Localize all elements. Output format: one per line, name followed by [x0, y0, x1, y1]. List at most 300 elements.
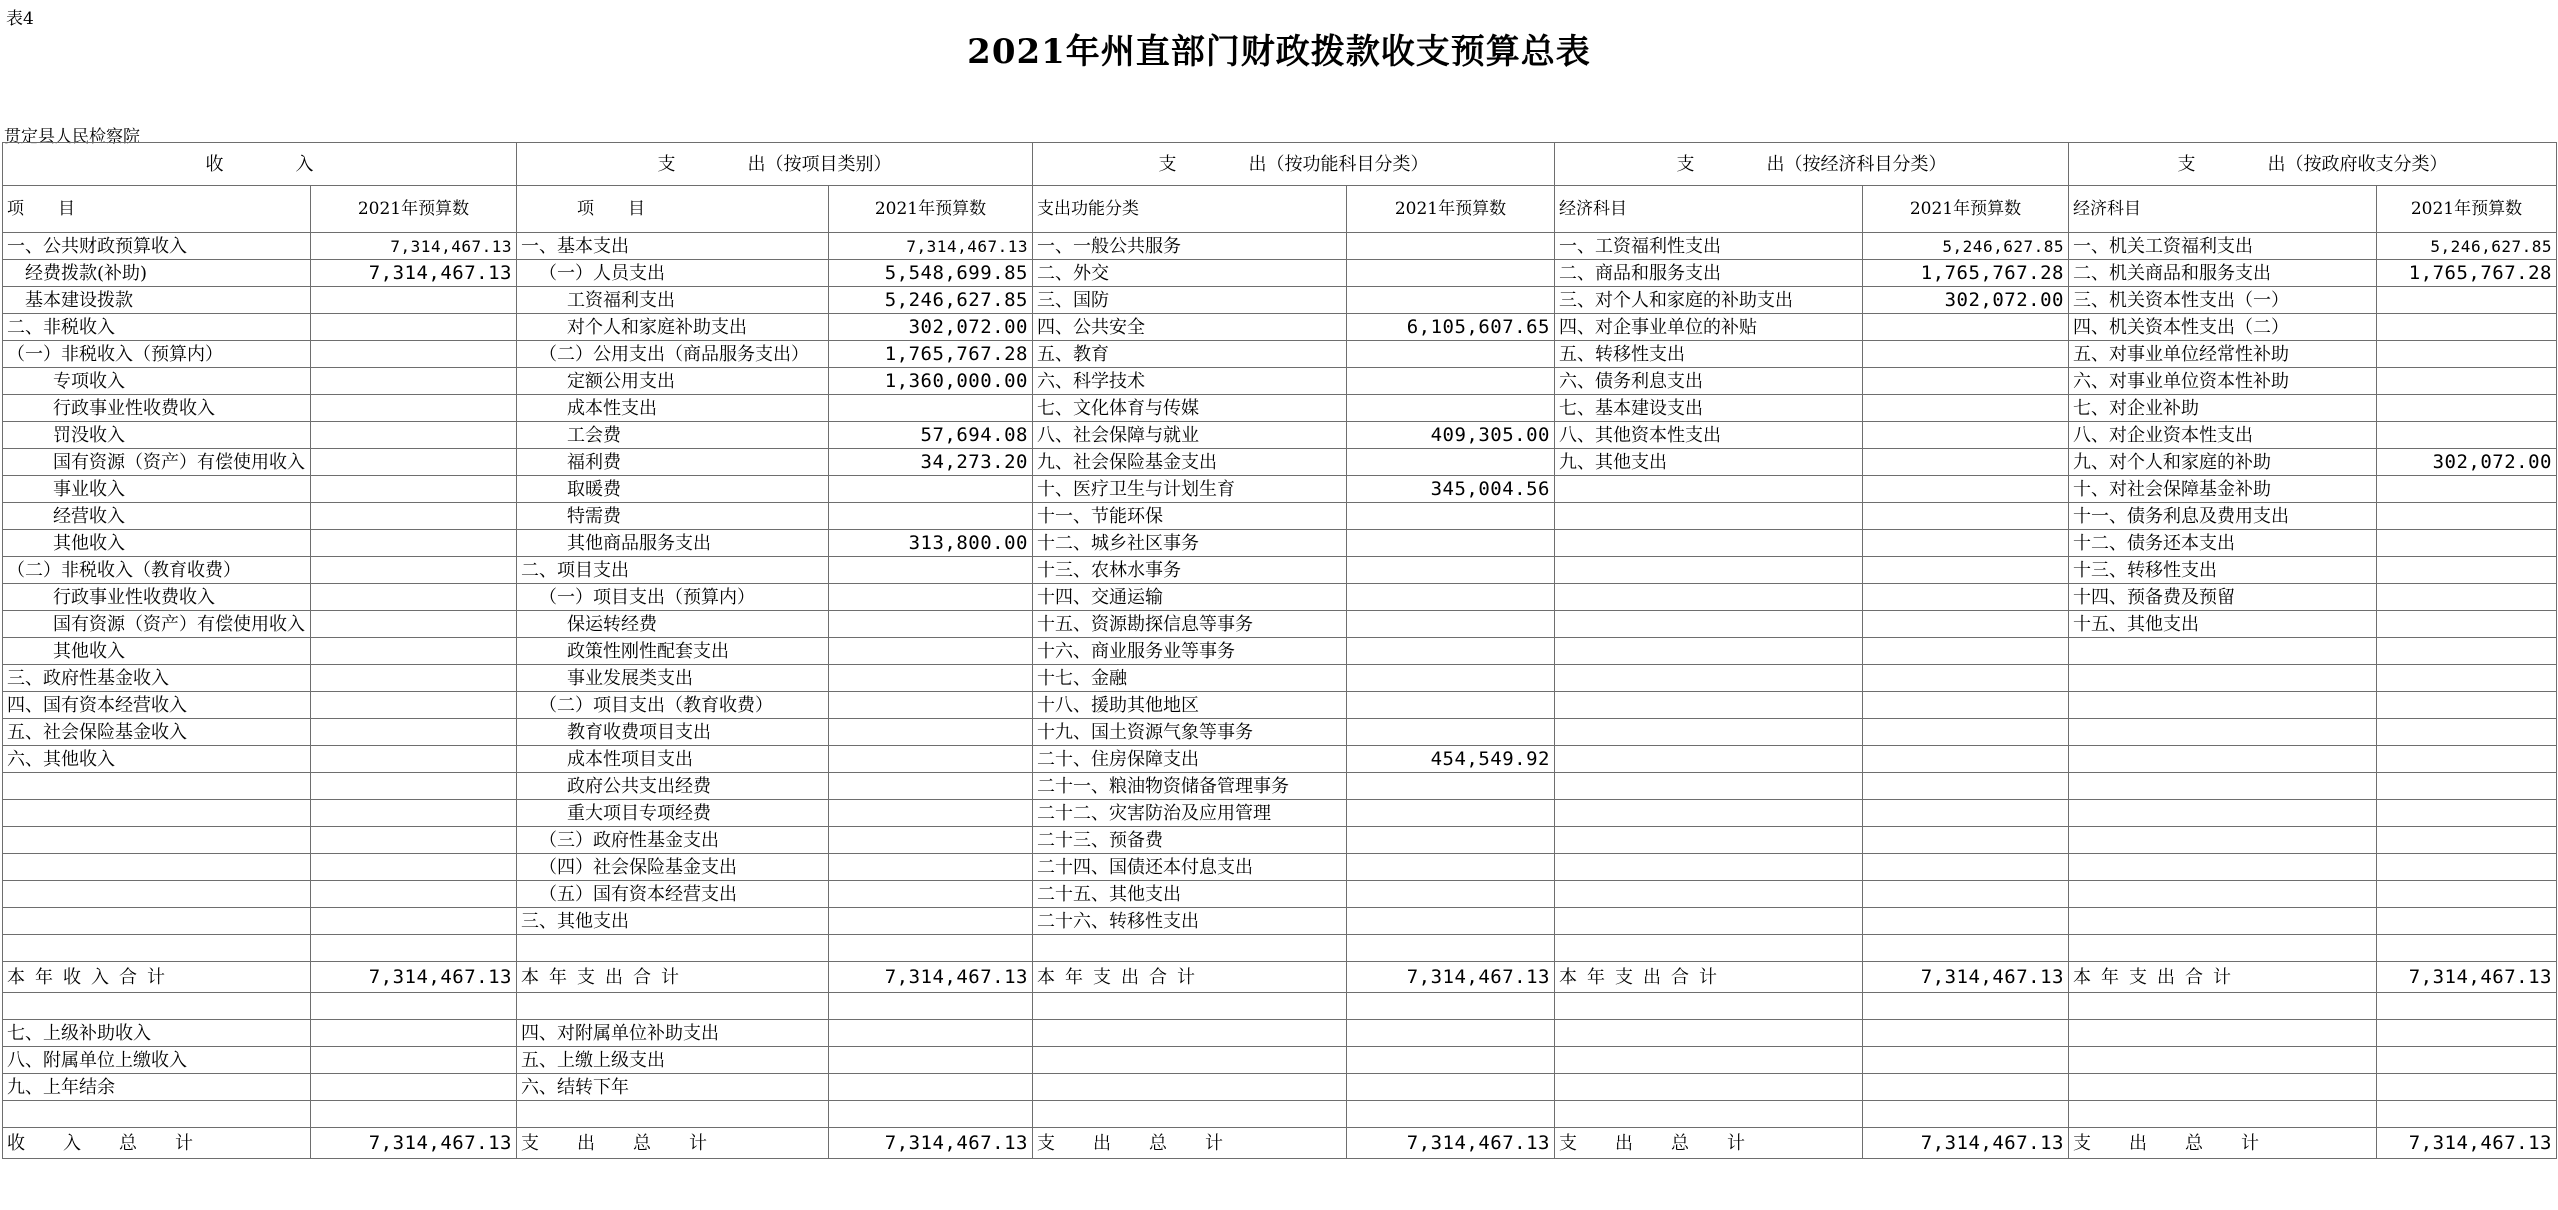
income-item: 一、公共财政预算收入	[3, 233, 311, 260]
blank-cell	[2069, 993, 2377, 1020]
government-value	[2377, 287, 2557, 314]
blank-cell	[517, 935, 829, 962]
table-row	[3, 611, 2557, 638]
project-value	[829, 638, 1033, 665]
function-item: 一、一般公共服务	[1033, 233, 1347, 260]
blank-cell	[1033, 1047, 1347, 1074]
economic-value: 302,072.00	[1863, 287, 2069, 314]
project-item: 工资福利支出	[517, 287, 829, 314]
income-item	[3, 854, 311, 881]
project-budget-header: 2021年预算数	[829, 186, 1033, 233]
table-row	[3, 692, 2557, 719]
project-value	[829, 665, 1033, 692]
function-value	[1347, 233, 1555, 260]
government-value	[2377, 368, 2557, 395]
economic-item	[1555, 854, 1863, 881]
project-item: 对个人和家庭补助支出	[517, 314, 829, 341]
income-item	[3, 908, 311, 935]
economic-total-label: 本年支出合计	[1555, 962, 1863, 993]
economic-value	[1863, 746, 2069, 773]
economic-value	[1863, 422, 2069, 449]
government-group-header: 支 出（按政府收支分类）	[2069, 143, 2557, 186]
income-value: 7,314,467.13	[311, 260, 517, 287]
year-total-row	[3, 962, 2557, 993]
table-row	[3, 260, 2557, 287]
government-item	[2069, 854, 2377, 881]
project-value	[829, 827, 1033, 854]
economic-value	[1863, 692, 2069, 719]
economic-value	[1863, 881, 2069, 908]
function-item: 五、教育	[1033, 341, 1347, 368]
table-row	[3, 476, 2557, 503]
government-item-header: 经济科目	[2069, 186, 2377, 233]
table-row	[3, 1047, 2557, 1074]
economic-item	[1555, 719, 1863, 746]
economic-value	[1863, 854, 2069, 881]
blank-cell	[1033, 935, 1347, 962]
function-item: 十三、农林水事务	[1033, 557, 1347, 584]
economic-item: 九、其他支出	[1555, 449, 1863, 476]
function-item: 二十二、灾害防治及应用管理	[1033, 800, 1347, 827]
function-item: 四、公共安全	[1033, 314, 1347, 341]
government-item	[2069, 827, 2377, 854]
economic-value	[1863, 827, 2069, 854]
income-item: 事业收入	[3, 476, 311, 503]
economic-value	[1863, 638, 2069, 665]
income-value	[311, 854, 517, 881]
project-value	[829, 773, 1033, 800]
project-value	[829, 881, 1033, 908]
project-item: 工会费	[517, 422, 829, 449]
blank-cell	[517, 1101, 829, 1128]
function-value	[1347, 530, 1555, 557]
function-total-value: 7,314,467.13	[1347, 962, 1555, 993]
table-row	[3, 314, 2557, 341]
project-item: 事业发展类支出	[517, 665, 829, 692]
economic-item	[1555, 611, 1863, 638]
table-row	[3, 530, 2557, 557]
blank-cell	[1555, 1101, 1863, 1128]
blank-cell	[2069, 1101, 2377, 1128]
economic-total-value: 7,314,467.13	[1863, 1128, 2069, 1159]
project-item: 特需费	[517, 503, 829, 530]
government-value	[2377, 584, 2557, 611]
function-item: 九、社会保险基金支出	[1033, 449, 1347, 476]
income-value	[311, 449, 517, 476]
government-value	[2377, 611, 2557, 638]
project-value	[829, 584, 1033, 611]
income-item	[3, 800, 311, 827]
economic-value	[1863, 476, 2069, 503]
function-value	[1347, 368, 1555, 395]
economic-value	[1863, 908, 2069, 935]
income-item: 行政事业性收费收入	[3, 395, 311, 422]
project-total-label: 本年支出合计	[517, 962, 829, 993]
project-item: 重大项目专项经费	[517, 800, 829, 827]
blank-cell	[1347, 1101, 1555, 1128]
economic-item	[1555, 503, 1863, 530]
function-value	[1347, 557, 1555, 584]
government-budget-header: 2021年预算数	[2377, 186, 2557, 233]
income-total-label: 收 入 总 计	[3, 1128, 311, 1159]
page-title: 2021年州直部门财政拨款收支预算总表	[967, 32, 1591, 72]
blank-cell	[1347, 1074, 1555, 1101]
project-value	[829, 395, 1033, 422]
government-item: 二、机关商品和服务支出	[2069, 260, 2377, 287]
function-item: 二十六、转移性支出	[1033, 908, 1347, 935]
blank-cell	[1555, 1020, 1863, 1047]
table-row	[3, 800, 2557, 827]
function-item: 十八、援助其他地区	[1033, 692, 1347, 719]
table-row	[3, 287, 2557, 314]
economic-item	[1555, 476, 1863, 503]
economic-value	[1863, 665, 2069, 692]
income-value	[311, 314, 517, 341]
project-value: 7,314,467.13	[829, 233, 1033, 260]
project-item: （四）社会保险基金支出	[517, 854, 829, 881]
project-value: 5,246,627.85	[829, 287, 1033, 314]
income-total-label: 本年收入合计	[3, 962, 311, 993]
function-item: 十四、交通运输	[1033, 584, 1347, 611]
project-item: 成本性支出	[517, 395, 829, 422]
project-item: 保运转经费	[517, 611, 829, 638]
government-item: 十四、预备费及预留	[2069, 584, 2377, 611]
economic-item-header: 经济科目	[1555, 186, 1863, 233]
project-item: 一、基本支出	[517, 233, 829, 260]
project-value: 1,765,767.28	[829, 341, 1033, 368]
economic-value	[1863, 584, 2069, 611]
project-item: 福利费	[517, 449, 829, 476]
income-item: 二、非税收入	[3, 314, 311, 341]
income-value: 7,314,467.13	[311, 233, 517, 260]
government-value	[2377, 827, 2557, 854]
income-value	[311, 503, 517, 530]
income-item: 专项收入	[3, 368, 311, 395]
income-value	[311, 800, 517, 827]
economic-value	[1863, 773, 2069, 800]
blank-cell	[1033, 1074, 1347, 1101]
income-item: 四、国有资本经营收入	[3, 692, 311, 719]
project-total-label: 支 出 总 计	[517, 1128, 829, 1159]
government-value	[2377, 854, 2557, 881]
income-value	[311, 638, 517, 665]
income-item: 行政事业性收费收入	[3, 584, 311, 611]
blank-cell	[311, 935, 517, 962]
blank-cell	[517, 993, 829, 1020]
economic-item: 六、债务利息支出	[1555, 368, 1863, 395]
economic-item: 二、商品和服务支出	[1555, 260, 1863, 287]
income-value	[311, 341, 517, 368]
government-value	[2377, 800, 2557, 827]
project-item: 取暖费	[517, 476, 829, 503]
function-value	[1347, 260, 1555, 287]
function-value	[1347, 611, 1555, 638]
table-row	[3, 719, 2557, 746]
government-item	[2069, 665, 2377, 692]
blank-cell	[2069, 1047, 2377, 1074]
function-value: 345,004.56	[1347, 476, 1555, 503]
economic-item	[1555, 800, 1863, 827]
project-item: 教育收费项目支出	[517, 719, 829, 746]
government-item: 三、机关资本性支出（一）	[2069, 287, 2377, 314]
government-item: 九、对个人和家庭的补助	[2069, 449, 2377, 476]
blank-cell	[1555, 993, 1863, 1020]
function-total-label: 本年支出合计	[1033, 962, 1347, 993]
government-item: 十一、债务利息及费用支出	[2069, 503, 2377, 530]
table-row	[3, 908, 2557, 935]
economic-item	[1555, 665, 1863, 692]
project-item: （二）公用支出（商品服务支出）	[517, 341, 829, 368]
table-row	[3, 881, 2557, 908]
function-group-header: 支 出（按功能科目分类）	[1033, 143, 1555, 186]
project-value	[829, 908, 1033, 935]
economic-item	[1555, 773, 1863, 800]
function-total-label: 支 出 总 计	[1033, 1128, 1347, 1159]
function-value: 454,549.92	[1347, 746, 1555, 773]
function-value	[1347, 449, 1555, 476]
column-header-row	[3, 186, 2557, 233]
income-value	[311, 1020, 517, 1047]
economic-group-header: 支 出（按经济科目分类）	[1555, 143, 2069, 186]
economic-value	[1863, 395, 2069, 422]
income-item: 经营收入	[3, 503, 311, 530]
blank-row	[3, 1101, 2557, 1128]
income-item: 其他收入	[3, 638, 311, 665]
government-item: 十五、其他支出	[2069, 611, 2377, 638]
government-total-value: 7,314,467.13	[2377, 1128, 2557, 1159]
table-row	[3, 422, 2557, 449]
government-value	[2377, 341, 2557, 368]
blank-cell	[1555, 935, 1863, 962]
blank-row	[3, 935, 2557, 962]
government-value	[2377, 908, 2557, 935]
economic-value	[1863, 503, 2069, 530]
income-item: 基本建设拨款	[3, 287, 311, 314]
project-value	[829, 557, 1033, 584]
project-value	[829, 746, 1033, 773]
government-value	[2377, 692, 2557, 719]
government-value	[2377, 314, 2557, 341]
function-value	[1347, 638, 1555, 665]
economic-value	[1863, 611, 2069, 638]
economic-value	[1863, 557, 2069, 584]
blank-cell	[3, 1101, 311, 1128]
function-item: 十六、商业服务业等事务	[1033, 638, 1347, 665]
income-item: 罚没收入	[3, 422, 311, 449]
project-item: 五、上缴上级支出	[517, 1047, 829, 1074]
table-row	[3, 584, 2557, 611]
government-item	[2069, 773, 2377, 800]
income-item: 八、附属单位上缴收入	[3, 1047, 311, 1074]
income-item	[3, 881, 311, 908]
income-item: 国有资源（资产）有偿使用收入	[3, 611, 311, 638]
table-row	[3, 233, 2557, 260]
income-group-header: 收 入	[3, 143, 517, 186]
income-item: 经费拨款(补助)	[3, 260, 311, 287]
function-value	[1347, 692, 1555, 719]
project-item: （二）项目支出（教育收费）	[517, 692, 829, 719]
economic-value: 5,246,627.85	[1863, 233, 2069, 260]
income-value	[311, 773, 517, 800]
project-item: 其他商品服务支出	[517, 530, 829, 557]
function-value	[1347, 854, 1555, 881]
income-value	[311, 665, 517, 692]
function-value	[1347, 719, 1555, 746]
economic-value: 1,765,767.28	[1863, 260, 2069, 287]
function-item: 十二、城乡社区事务	[1033, 530, 1347, 557]
function-value	[1347, 584, 1555, 611]
function-total-value: 7,314,467.13	[1347, 1128, 1555, 1159]
government-value	[2377, 530, 2557, 557]
government-value: 302,072.00	[2377, 449, 2557, 476]
function-value: 6,105,607.65	[1347, 314, 1555, 341]
income-item: 三、政府性基金收入	[3, 665, 311, 692]
blank-cell	[1863, 1047, 2069, 1074]
blank-cell	[2069, 1074, 2377, 1101]
project-value	[829, 611, 1033, 638]
economic-budget-header: 2021年预算数	[1863, 186, 2069, 233]
economic-value	[1863, 800, 2069, 827]
government-item: 一、机关工资福利支出	[2069, 233, 2377, 260]
function-item: 三、国防	[1033, 287, 1347, 314]
organization-name: 贯定县人民检察院	[4, 127, 140, 147]
income-value	[311, 827, 517, 854]
economic-item: 七、基本建设支出	[1555, 395, 1863, 422]
function-item: 七、文化体育与传媒	[1033, 395, 1347, 422]
project-value: 313,800.00	[829, 530, 1033, 557]
project-value	[829, 854, 1033, 881]
function-value	[1347, 395, 1555, 422]
blank-cell	[1555, 1047, 1863, 1074]
blank-cell	[2377, 1101, 2557, 1128]
function-value	[1347, 881, 1555, 908]
income-total-value: 7,314,467.13	[311, 962, 517, 993]
government-item	[2069, 881, 2377, 908]
economic-item: 五、转移性支出	[1555, 341, 1863, 368]
economic-item: 一、工资福利性支出	[1555, 233, 1863, 260]
blank-cell	[2069, 1020, 2377, 1047]
blank-cell	[1863, 1020, 2069, 1047]
income-value	[311, 476, 517, 503]
economic-item	[1555, 827, 1863, 854]
blank-cell	[2377, 1047, 2557, 1074]
table-row	[3, 503, 2557, 530]
income-item-header: 项 目	[3, 186, 311, 233]
blank-cell	[2377, 993, 2557, 1020]
blank-cell	[829, 1020, 1033, 1047]
blank-cell	[1033, 1101, 1347, 1128]
income-item: 其他收入	[3, 530, 311, 557]
function-item: 十七、金融	[1033, 665, 1347, 692]
income-item: （二）非税收入（教育收费）	[3, 557, 311, 584]
government-value	[2377, 719, 2557, 746]
economic-item	[1555, 638, 1863, 665]
government-item: 五、对事业单位经常性补助	[2069, 341, 2377, 368]
economic-value	[1863, 449, 2069, 476]
function-value	[1347, 665, 1555, 692]
government-item: 六、对事业单位资本性补助	[2069, 368, 2377, 395]
government-item	[2069, 719, 2377, 746]
government-item: 四、机关资本性支出（二）	[2069, 314, 2377, 341]
table-row	[3, 395, 2557, 422]
function-value	[1347, 908, 1555, 935]
government-item	[2069, 692, 2377, 719]
blank-cell	[1347, 1020, 1555, 1047]
table-row	[3, 449, 2557, 476]
function-value	[1347, 341, 1555, 368]
economic-total-value: 7,314,467.13	[1863, 962, 2069, 993]
function-value	[1347, 503, 1555, 530]
project-item: 定额公用支出	[517, 368, 829, 395]
economic-item	[1555, 584, 1863, 611]
income-value	[311, 287, 517, 314]
government-total-label: 支 出 总 计	[2069, 1128, 2377, 1159]
project-value	[829, 476, 1033, 503]
government-item	[2069, 638, 2377, 665]
project-value: 302,072.00	[829, 314, 1033, 341]
project-value: 5,548,699.85	[829, 260, 1033, 287]
table-row	[3, 341, 2557, 368]
economic-value	[1863, 341, 2069, 368]
blank-cell	[1347, 993, 1555, 1020]
table-row	[3, 665, 2557, 692]
project-value	[829, 692, 1033, 719]
project-value: 34,273.20	[829, 449, 1033, 476]
economic-value	[1863, 368, 2069, 395]
income-value	[311, 746, 517, 773]
blank-cell	[829, 993, 1033, 1020]
blank-cell	[311, 1101, 517, 1128]
economic-item: 三、对个人和家庭的补助支出	[1555, 287, 1863, 314]
function-item: 二十四、国债还本付息支出	[1033, 854, 1347, 881]
government-value	[2377, 503, 2557, 530]
project-value: 1,360,000.00	[829, 368, 1033, 395]
project-item: 四、对附属单位补助支出	[517, 1020, 829, 1047]
table-row	[3, 746, 2557, 773]
blank-cell	[3, 993, 311, 1020]
economic-item: 八、其他资本性支出	[1555, 422, 1863, 449]
table-row	[3, 638, 2557, 665]
function-budget-header: 2021年预算数	[1347, 186, 1555, 233]
government-item	[2069, 800, 2377, 827]
income-item: 九、上年结余	[3, 1074, 311, 1101]
government-value	[2377, 395, 2557, 422]
blank-cell	[2069, 935, 2377, 962]
government-value	[2377, 638, 2557, 665]
table-row	[3, 1074, 2557, 1101]
table-row	[3, 557, 2557, 584]
government-total-value: 7,314,467.13	[2377, 962, 2557, 993]
income-value	[311, 368, 517, 395]
income-value	[311, 611, 517, 638]
government-value	[2377, 557, 2557, 584]
project-group-header: 支 出（按项目类别）	[517, 143, 1033, 186]
grand-total-row	[3, 1128, 2557, 1159]
blank-cell	[311, 993, 517, 1020]
blank-cell	[1347, 1047, 1555, 1074]
income-item	[3, 773, 311, 800]
blank-cell	[1033, 993, 1347, 1020]
blank-cell	[2377, 935, 2557, 962]
table-row	[3, 827, 2557, 854]
project-item: 二、项目支出	[517, 557, 829, 584]
government-item: 十三、转移性支出	[2069, 557, 2377, 584]
government-value	[2377, 881, 2557, 908]
income-value	[311, 881, 517, 908]
project-value: 57,694.08	[829, 422, 1033, 449]
government-item: 十、对社会保障基金补助	[2069, 476, 2377, 503]
project-total-value: 7,314,467.13	[829, 962, 1033, 993]
